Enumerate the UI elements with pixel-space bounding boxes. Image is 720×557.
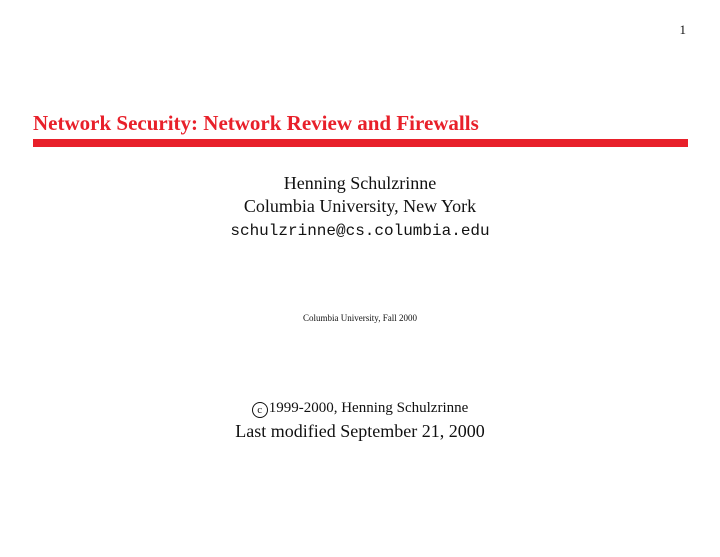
slide-title: Network Security: Network Review and Firewalls	[33, 111, 479, 135]
copyright-line	[0, 398, 720, 418]
copyright-icon: c	[252, 402, 268, 418]
author-affiliation: Columbia University, New York	[243, 196, 477, 216]
copyright-text: 1999-2000, Henning Schulzrinne	[268, 400, 469, 416]
author-email: schulzrinne@cs.columbia.edu	[230, 222, 490, 240]
last-modified-date: Last modified September 21, 2000	[235, 421, 485, 441]
author-block	[0, 172, 720, 243]
title-underline-rule	[33, 139, 688, 147]
author-name: Henning Schulzrinne	[283, 173, 437, 193]
copyright-block	[0, 398, 720, 443]
page-number: 1	[679, 22, 686, 37]
course-line: Columbia University, Fall 2000	[303, 313, 417, 323]
